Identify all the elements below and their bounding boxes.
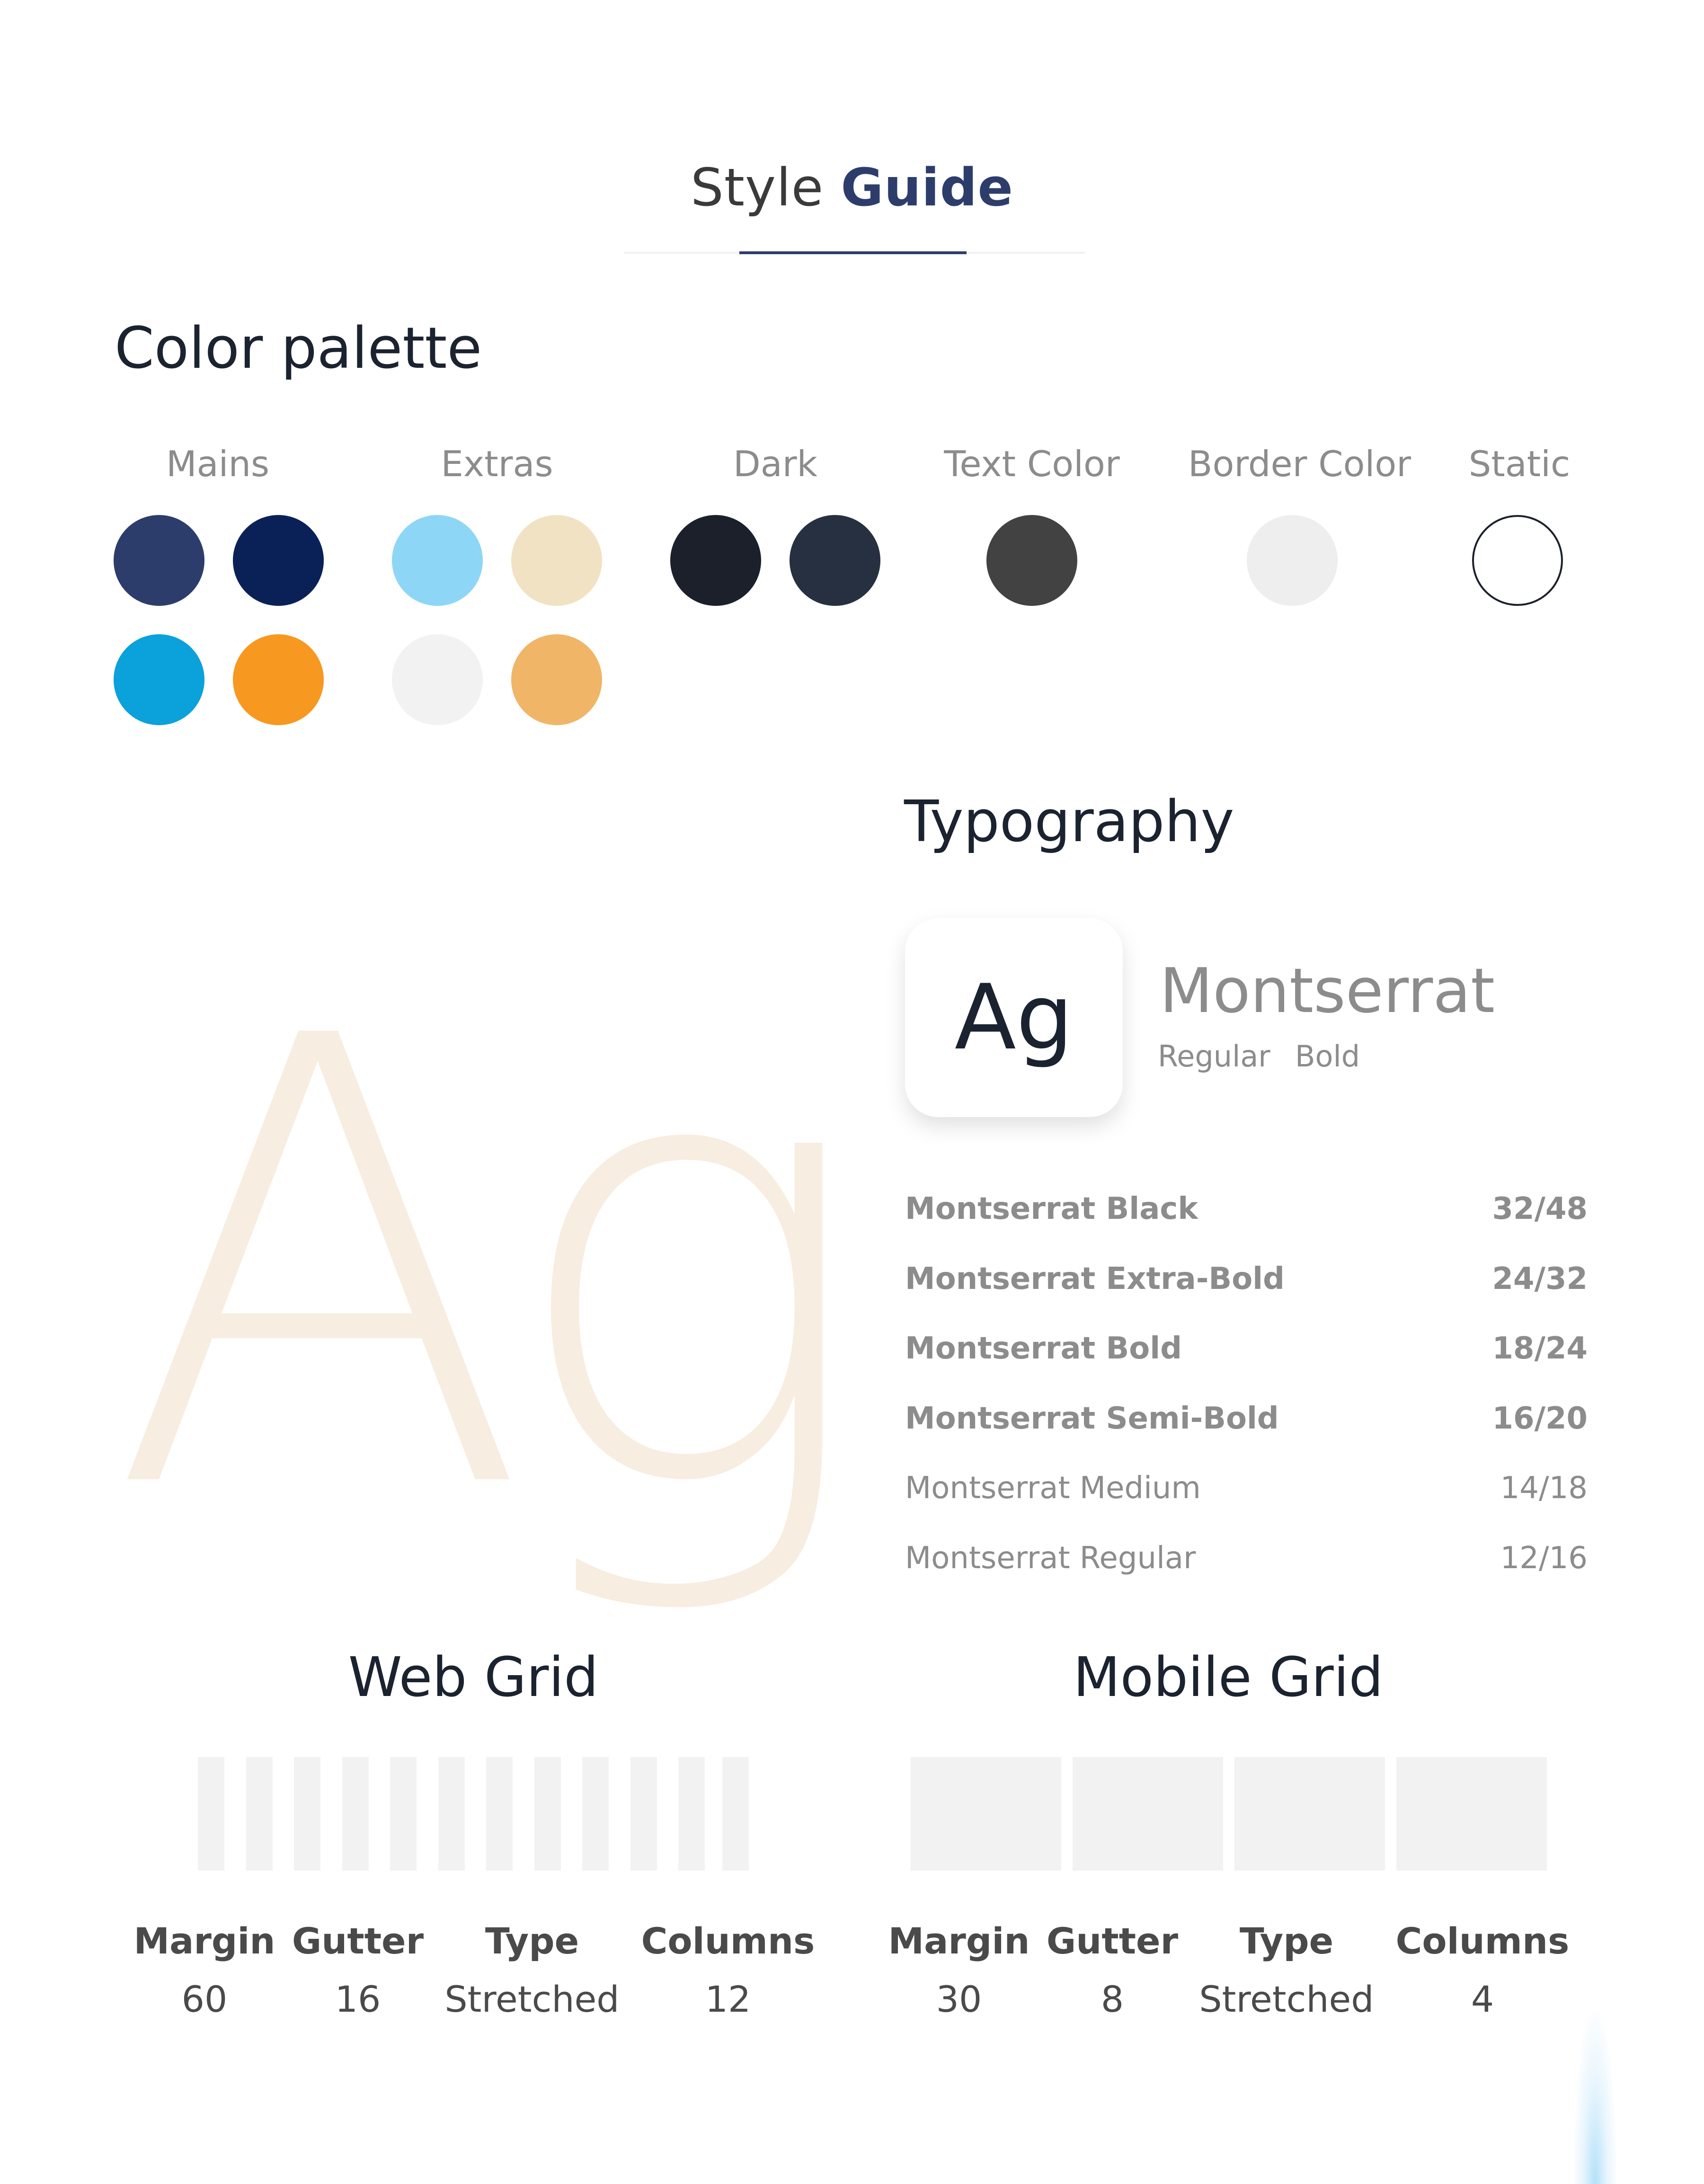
group-label-border-color: Border Color <box>1188 443 1411 485</box>
color-palette-title: Color palette <box>115 316 482 382</box>
mobile-grid-type-value: Stretched <box>1199 1978 1374 2020</box>
web-grid-gutter-value: 16 <box>335 1978 381 2020</box>
type-scale-size: 32/48 <box>1492 1191 1588 1226</box>
swatch-dark-2 <box>790 515 880 606</box>
mobile-grid-column <box>1073 1757 1223 1871</box>
type-scale-size: 24/32 <box>1492 1261 1588 1296</box>
mobile-grid-title: Mobile Grid <box>1073 1646 1384 1709</box>
type-scale-name: Montserrat Regular <box>905 1541 1196 1576</box>
swatch-extra-3 <box>392 634 483 725</box>
font-weight-bold: Bold <box>1295 1039 1360 1074</box>
mobile-grid-columns-label: Columns <box>1395 1920 1570 1962</box>
web-grid-column <box>246 1757 273 1871</box>
type-scale-size: 16/20 <box>1492 1401 1588 1436</box>
type-scale-name: Montserrat Extra-Bold <box>905 1261 1285 1296</box>
web-grid-column <box>582 1757 609 1871</box>
swatch-text-color <box>986 515 1077 606</box>
swatch-extra-1 <box>392 515 483 606</box>
web-grid-type-value: Stretched <box>444 1978 620 2020</box>
group-label-extras: Extras <box>441 443 553 485</box>
web-grid-column <box>486 1757 513 1871</box>
web-grid-column <box>630 1757 657 1871</box>
mobile-grid-margin-value: 30 <box>936 1978 982 2020</box>
web-grid-margin-value: 60 <box>181 1978 228 2020</box>
font-weight-regular: Regular <box>1158 1039 1270 1074</box>
typography-sample-card <box>905 918 1123 1117</box>
decorative-glow <box>1574 2012 1616 2184</box>
web-grid-column <box>198 1757 224 1871</box>
type-scale-size: 18/24 <box>1492 1331 1588 1366</box>
mobile-grid-margin-label: Margin <box>888 1920 1030 1962</box>
mobile-grid-columns-value: 4 <box>1471 1978 1494 2020</box>
web-grid-column <box>342 1757 369 1871</box>
type-scale-name: Montserrat Bold <box>905 1331 1182 1366</box>
type-scale-name: Montserrat Black <box>905 1191 1198 1226</box>
swatch-main-3 <box>114 634 204 725</box>
mobile-grid-gutter-label: Gutter <box>1046 1920 1179 1962</box>
web-grid-column <box>390 1757 417 1871</box>
web-grid-margin-label: Margin <box>133 1920 275 1962</box>
type-scale-size: 14/18 <box>1500 1471 1588 1506</box>
type-scale-name: Montserrat Semi-Bold <box>905 1401 1279 1436</box>
swatch-extra-2 <box>511 515 602 606</box>
type-scale-size: 12/16 <box>1500 1541 1588 1576</box>
web-grid-column <box>294 1757 320 1871</box>
mobile-grid-type-label: Type <box>1239 1920 1334 1962</box>
type-scale-row <box>905 1190 1588 1232</box>
web-grid-column <box>678 1757 705 1871</box>
swatch-border-color <box>1247 515 1338 606</box>
swatch-static <box>1472 515 1563 606</box>
swatch-main-4 <box>233 634 324 725</box>
web-grid-columns-label: Columns <box>641 1920 815 1962</box>
group-label-text-color: Text Color <box>944 443 1120 485</box>
mobile-grid-column <box>1234 1757 1385 1871</box>
type-scale-row <box>905 1329 1588 1372</box>
type-scale-row <box>905 1260 1588 1302</box>
type-scale-row <box>905 1469 1588 1511</box>
web-grid-title: Web Grid <box>348 1646 599 1709</box>
typography-title: Typography <box>904 789 1234 855</box>
group-label-static: Static <box>1468 443 1571 485</box>
mobile-grid-column <box>1396 1757 1547 1871</box>
page-title <box>0 156 1704 219</box>
header-underline <box>739 251 967 254</box>
page-title-light: Style <box>691 157 824 218</box>
mobile-grid-column <box>911 1757 1061 1871</box>
group-label-dark: Dark <box>733 443 817 485</box>
swatch-main-2 <box>233 515 324 606</box>
web-grid-gutter-label: Gutter <box>292 1920 424 1962</box>
web-grid-column <box>438 1757 465 1871</box>
typography-sample-small: Ag <box>954 965 1074 1070</box>
swatch-extra-4 <box>511 634 602 725</box>
type-scale-name: Montserrat Medium <box>905 1471 1201 1506</box>
swatch-main-1 <box>114 515 204 606</box>
web-grid-column <box>722 1757 749 1871</box>
typography-sample-large: Ag <box>109 908 843 1625</box>
font-name: Montserrat <box>1160 955 1495 1027</box>
web-grid-columns-value: 12 <box>705 1978 751 2020</box>
page-title-bold: Guide <box>841 157 1013 218</box>
web-grid-type-label: Type <box>485 1920 579 1962</box>
web-grid-column <box>534 1757 561 1871</box>
swatch-dark-1 <box>670 515 761 606</box>
group-label-mains: Mains <box>166 443 270 485</box>
mobile-grid-gutter-value: 8 <box>1100 1978 1124 2020</box>
type-scale-row <box>905 1399 1588 1442</box>
type-scale-row <box>905 1539 1588 1581</box>
